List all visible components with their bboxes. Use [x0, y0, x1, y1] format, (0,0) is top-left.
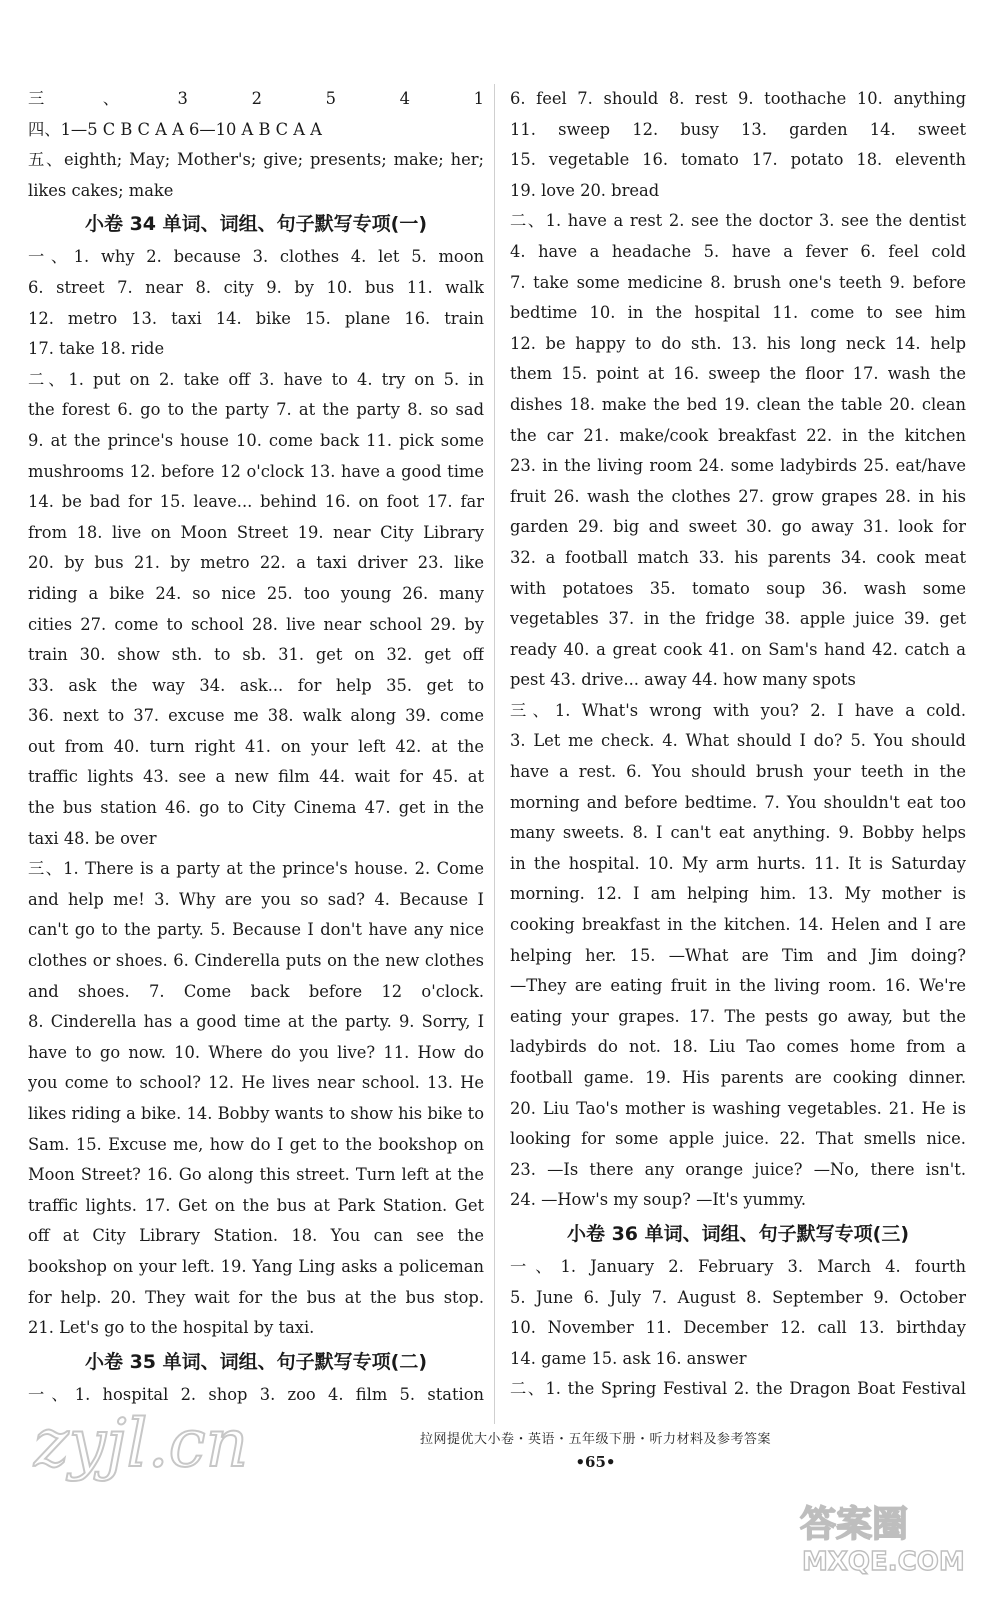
right-answer-line: eating your grapes. 17. The pests go away, but the	[510, 1006, 966, 1026]
left-answer-line: for help. 20. They wait for the bus at the bus stop.	[28, 1287, 484, 1307]
left-section-heading: 小卷 34 单词、词组、句子默写专项(一)	[84, 213, 428, 236]
right-answer-line: 二、1. have a rest 2. see the doctor 3. see the dentist	[510, 211, 966, 231]
right-answer-line: with potatoes 35. tomato soup 36. wash some	[510, 578, 966, 598]
page-footer	[420, 1428, 771, 1471]
right-answer-line: 20. Liu Tao's mother is washing vegetables. 21. He is	[510, 1098, 966, 1118]
column-divider	[494, 84, 495, 1424]
left-column	[28, 84, 484, 1410]
watermark-zyjl	[28, 1396, 278, 1486]
right-answer-line: 24. —How's my soup? —It's yummy.	[510, 1190, 807, 1210]
right-answer-line: bedtime 10. in the hospital 11. come to see him	[510, 303, 966, 323]
right-answer-line: 14. game 15. ask 16. answer	[510, 1348, 747, 1368]
left-answer-line: you come to school? 12. He lives near school. 13. He	[28, 1073, 484, 1093]
right-answer-line: garden 29. big and sweet 30. go away 31. look for	[510, 517, 966, 537]
right-answer-line: ladybirds do not. 18. Liu Tao comes home from a	[510, 1037, 966, 1057]
left-answer-line: 9. at the prince's house 10. come back 11. pick some	[28, 430, 484, 450]
footer-title: 拉网提优大小卷・英语・五年级下册・听力材料及参考答案	[420, 1432, 772, 1447]
right-answer-line: 4. have a headache 5. have a fever 6. feel cold	[510, 241, 966, 261]
right-answer-line: 23. in the living room 24. some ladybirds 25. eat/have	[510, 456, 966, 476]
right-answer-line: morning. 12. I am helping him. 13. My mother is	[510, 884, 966, 904]
left-answer-line: taxi 48. be over	[28, 828, 157, 848]
left-answer-line: 一、1. hospital 2. shop 3. zoo 4. film 5. station	[28, 1384, 484, 1404]
left-answer-line: off at City Library Station. 18. You can see the	[28, 1226, 484, 1246]
right-answer-line: morning and before bedtime. 7. You shouldn't eat too	[510, 792, 966, 812]
left-answer-line: Sam. 15. Excuse me, how do I get to the bookshop on	[28, 1134, 484, 1154]
left-answer-line: 五、eighth; May; Mother's; give; presents; make; her;	[28, 150, 484, 170]
right-answer-line: 7. take some medicine 8. brush one's teeth 9. before	[510, 272, 966, 292]
right-answer-line: 23. —Is there any orange juice? —No, there isn't.	[510, 1159, 966, 1179]
left-answer-line: clothes or shoes. 6. Cinderella puts on the new clothes	[28, 951, 484, 971]
right-answer-line: 3. Let me check. 4. What should I do? 5. You should	[510, 731, 966, 751]
left-answer-line: likes riding a bike. 14. Bobby wants to show his bike to	[28, 1104, 484, 1123]
left-answer-line: 14. be bad for 15. leave... behind 16. on foot 17. far	[28, 492, 484, 512]
left-answer-line: 36. next to 37. excuse me 38. walk along 39. come	[28, 706, 484, 726]
left-answer-line: 21. Let's go to the hospital by taxi.	[28, 1318, 315, 1338]
right-answer-line: 32. a football match 33. his parents 34. cook meat	[510, 547, 966, 567]
left-answer-line: bookshop on your left. 19. Yang Ling asks a policeman	[28, 1256, 484, 1276]
right-answer-line: fruit 26. wash the clothes 27. grow grapes 28. in his	[510, 486, 966, 506]
right-answer-line: helping her. 15. —What are Tim and Jim doing?	[510, 945, 966, 965]
left-answer-line: and shoes. 7. Come back before 12 o'clock.	[28, 981, 484, 1001]
watermark-zyjl-text: zyjl.cn	[34, 1405, 249, 1482]
right-answer-line: 12. be happy to do sth. 13. his long neck 14. help	[510, 333, 966, 353]
left-answer-line: 三、3 2 5 4 1	[28, 89, 484, 108]
right-answer-line: 11. sweep 12. busy 13. garden 14. sweet	[510, 119, 966, 139]
left-answer-line: riding a bike 24. so nice 25. too young 26. many	[28, 583, 484, 603]
left-section-heading: 小卷 35 单词、词组、句子默写专项(二)	[84, 1350, 428, 1373]
right-answer-line: in the hospital. 10. My arm hurts. 11. It is Saturday	[510, 853, 966, 873]
left-answer-line: 20. by bus 21. by metro 22. a taxi driver 23. like	[28, 553, 484, 573]
left-answer-line: cities 27. come to school 28. live near school 29. by	[28, 614, 484, 634]
left-answer-line: out from 40. turn right 41. on your left 42. at the	[28, 736, 484, 756]
left-answer-line: 6. street 7. near 8. city 9. by 10. bus 11. walk	[28, 277, 484, 297]
right-answer-line: 二、1. the Spring Festival 2. the Dragon Boat Festival	[510, 1379, 966, 1399]
watermark-mxqe-cn: 答案圈	[800, 1504, 909, 1545]
left-answer-line: 一、1. why 2. because 3. clothes 4. let 5. moon	[28, 247, 484, 267]
left-answer-line: Moon Street? 16. Go along this street. Turn left at the	[28, 1165, 484, 1185]
left-answer-line: 8. Cinderella has a good time at the party. 9. Sorry, I	[28, 1012, 484, 1032]
left-answer-line: train 30. show sth. to sb. 31. get on 32. get off	[28, 645, 484, 665]
right-answer-line: them 15. point at 16. sweep the floor 17. wash the	[510, 364, 966, 384]
left-answer-line: can't go to the party. 5. Because I don't have any nice	[28, 920, 484, 940]
left-answer-line: from 18. live on Moon Street 19. near City Library	[28, 522, 484, 542]
right-answer-line: football game. 19. His parents are cooking dinner.	[510, 1068, 966, 1087]
right-answer-line: 5. June 6. July 7. August 8. September 9. October	[510, 1287, 966, 1307]
right-answer-line: —They are eating fruit in the living room. 16. We're	[510, 976, 966, 996]
left-answer-line: mushrooms 12. before 12 o'clock 13. have a good time	[28, 461, 484, 481]
right-answer-line: 三、1. What's wrong with you? 2. I have a cold.	[510, 700, 966, 720]
right-answer-line: vegetables 37. in the fridge 38. apple juice 39. get	[510, 609, 966, 629]
left-answer-line: traffic lights. 17. Get on the bus at Park Station. Get	[28, 1195, 484, 1215]
page-number: •65•	[575, 1453, 616, 1471]
left-answer-line: and help me! 3. Why are you so sad? 4. Because I	[28, 889, 484, 909]
right-answer-line: 6. feel 7. should 8. rest 9. toothache 10. anything	[510, 89, 966, 108]
left-answer-line: the bus station 46. go to City Cinema 47. get in the	[28, 798, 484, 818]
watermark-mxqe-en: MXQE.COM	[802, 1547, 965, 1576]
left-answer-line: likes cakes; make	[28, 180, 174, 200]
right-answer-line: ready 40. a great cook 41. on Sam's hand 42. catch a	[510, 639, 966, 659]
left-answer-line: 四、1—5 C B C A A 6—10 A B C A A	[28, 119, 322, 139]
left-answer-line: 17. take 18. ride	[28, 339, 165, 359]
right-answer-line: 一、1. January 2. February 3. March 4. fourth	[510, 1256, 966, 1276]
right-answer-line: dishes 18. make the bed 19. clean the table 20. clean	[510, 394, 966, 414]
left-answer-line: 12. metro 13. taxi 14. bike 15. plane 16. train	[28, 308, 484, 328]
right-answer-line: looking for some apple juice. 22. That smells nice.	[510, 1129, 966, 1149]
right-answer-line: many sweets. 8. I can't eat anything. 9. Bobby helps	[510, 823, 966, 843]
watermark-mxqe	[792, 1496, 972, 1576]
right-answer-line: pest 43. drive... away 44. how many spots	[510, 670, 856, 690]
left-answer-line: traffic lights 43. see a new film 44. wait for 45. at	[28, 767, 484, 787]
right-column	[510, 84, 966, 1405]
right-answer-line: the car 21. make/cook breakfast 22. in the kitchen	[510, 425, 966, 445]
left-answer-line: 三、1. There is a party at the prince's house. 2. Come	[28, 859, 484, 879]
left-answer-line: the forest 6. go to the party 7. at the party 8. so sad	[28, 400, 484, 420]
left-answer-line: 二、1. put on 2. take off 3. have to 4. try on 5. in	[28, 369, 484, 389]
right-section-heading: 小卷 36 单词、词组、句子默写专项(三)	[566, 1222, 910, 1245]
left-answer-line: have to go now. 10. Where do you live? 11. How do	[28, 1042, 484, 1062]
right-answer-line: cooking breakfast in the kitchen. 14. Helen and I are	[510, 915, 966, 935]
right-answer-line: 19. love 20. bread	[510, 180, 660, 200]
right-answer-line: 15. vegetable 16. tomato 17. potato 18. eleventh	[510, 150, 966, 170]
right-answer-line: 10. November 11. December 12. call 13. birthday	[510, 1318, 966, 1338]
left-answer-line: 33. ask the way 34. ask... for help 35. get to	[28, 675, 484, 695]
right-answer-line: have a rest. 6. You should brush your teeth in the	[510, 762, 966, 782]
